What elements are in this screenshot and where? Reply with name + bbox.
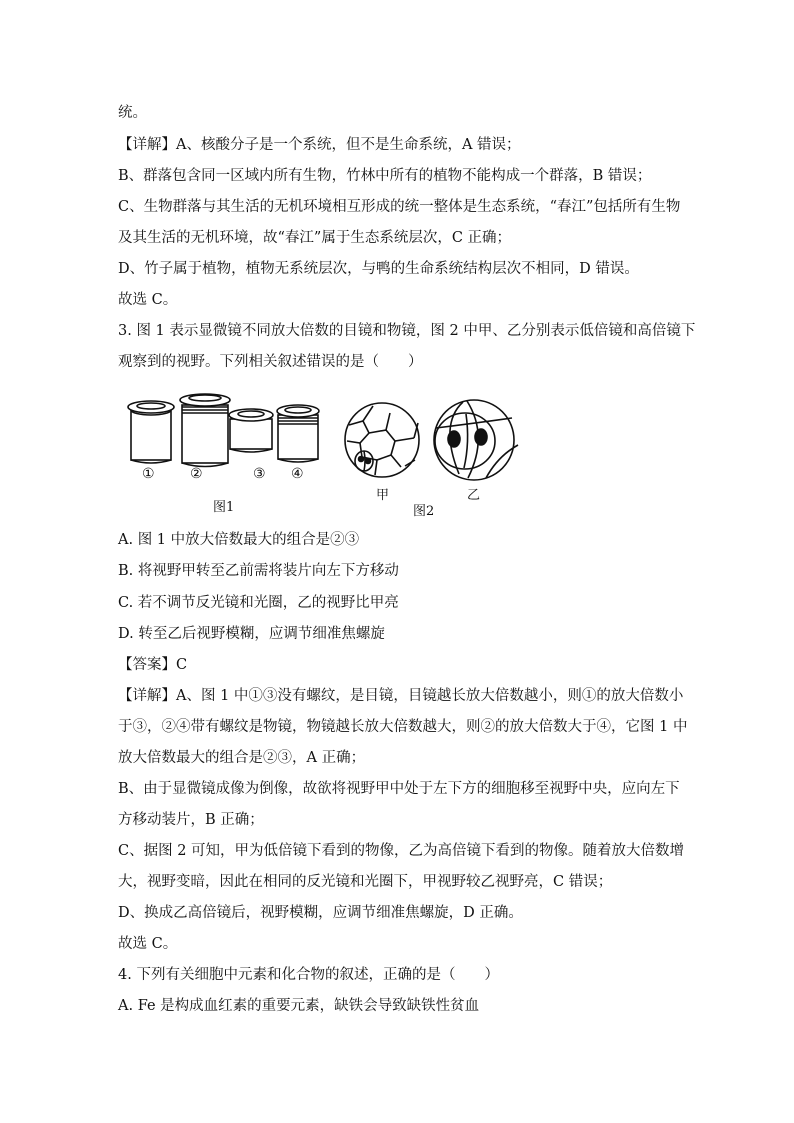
text-line: 方移动装片，B 正确； — [118, 812, 264, 828]
question-4-option-a: A. Fe 是构成血红素的重要元素，缺铁会导致缺铁性贫血 — [118, 998, 480, 1014]
text-line: 故选 C。 — [118, 292, 178, 308]
eyepiece-lens-3 — [229, 409, 273, 452]
objective-lens-4 — [277, 405, 319, 462]
text-line: 放大倍数最大的组合是②③，A 正确； — [118, 750, 366, 766]
text-line: D、竹子属于植物，植物无系统层次，与鸭的生命系统结构层次不相同，D 错误。 — [118, 261, 639, 277]
lens-label-4: ④ — [291, 466, 304, 482]
field-label-yi: 乙 — [467, 488, 481, 503]
text-line: 大，视野变暗，因此在相同的反光镜和光圈下，甲视野较乙视野亮，C 错误； — [118, 874, 613, 890]
text-line: C、据图 2 可知，甲为低倍镜下看到的物像，乙为高倍镜下看到的物像。随着放大倍数增 — [118, 843, 685, 859]
lens-label-2: ② — [190, 466, 203, 482]
text-line: 【详解】A、图 1 中①③没有螺纹，是目镜，目镜越长放大倍数越小，则①的放大倍数小 — [118, 688, 684, 704]
lens-label-1: ① — [142, 466, 155, 482]
lens-label-3: ③ — [253, 466, 266, 482]
text-line: 【详解】A、核酸分子是一个系统，但不是生命系统，A 错误； — [118, 137, 521, 153]
text-line: 故选 C。 — [118, 936, 178, 952]
question-3-line: 观察到的视野。下列相关叙述错误的是（ ） — [118, 354, 423, 370]
field-label-jia: 甲 — [376, 488, 390, 503]
text-line: 统。 — [118, 105, 147, 121]
question-4-line: 4. 下列有关细胞中元素和化合物的叙述，正确的是（ ） — [118, 967, 499, 983]
objective-lens-2 — [180, 394, 230, 467]
text-line: C、生物群落与其生活的无机环境相互形成的统一整体是生态系统，“春江”包括所有生物 — [118, 199, 681, 215]
figure-1-caption: 图1 — [213, 500, 235, 515]
figure-2-caption: 图2 — [413, 504, 435, 519]
text-line: B、由于显微镜成像为倒像，故欲将视野甲中处于左下方的细胞移至视野中央，应向左下 — [118, 781, 680, 797]
option-c: C. 若不调节反光镜和光圈，乙的视野比甲亮 — [118, 595, 399, 611]
field-jia-low-power — [345, 403, 419, 477]
option-a: A. 图 1 中放大倍数最大的组合是②③ — [118, 532, 360, 548]
question-3-line: 3. 图 1 表示显微镜不同放大倍数的目镜和物镜，图 2 中甲、乙分别表示低倍镜和高倍镜下 — [118, 323, 696, 339]
field-yi-high-power — [434, 400, 518, 480]
option-b: B. 将视野甲转至乙前需将装片向左下方移动 — [118, 563, 399, 579]
eyepiece-lens-1 — [128, 401, 174, 463]
option-d: D. 转至乙后视野模糊，应调节细准焦螺旋 — [118, 626, 385, 642]
text-line: B、群落包含同一区域内所有生物，竹林中所有的植物不能构成一个群落，B 错误； — [118, 168, 652, 184]
text-line: D、换成乙高倍镜后，视野模糊，应调节细准焦螺旋，D 正确。 — [118, 905, 523, 921]
answer-line: 【答案】C — [118, 657, 188, 673]
text-line: 于③，②④带有螺纹是物镜，物镜越长放大倍数越大，则②的放大倍数大于④，它图 1 中 — [118, 719, 688, 735]
text-line: 及其生活的无机环境，故“春江”属于生态系统层次，C 正确； — [118, 230, 512, 246]
